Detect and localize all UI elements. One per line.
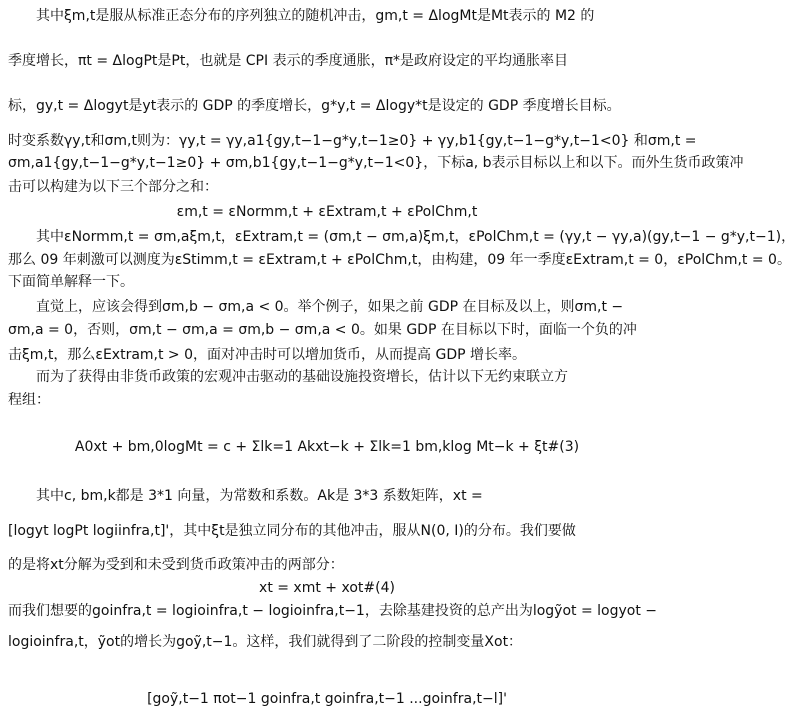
equation-4: xt = xmt + xot#(4) — [259, 580, 395, 596]
text-line-4: 时变系数γy,t和σm,t则为：γy,t = γy,a1{gy,t−1−g*y,t−1≥0} + γy,b1{gy,t−1−g*y,t−1<0} 和σm,t = — [8, 133, 697, 149]
text-line-19: logioinfra,t，ỹot的增长为goỹ,t−1。这样，我们就得到了二阶段的控制变量Xot： — [8, 634, 523, 650]
text-line-7: 其中εNormm,t = σm,aξm,t，εExtram,t = (σm,t − σm,a)ξm,t，εPolChm,t = (γy,t − γy,a)(gy,t−1 − g*y,t−1)， — [36, 229, 795, 245]
text-line-1: 其中ξm,t是服从标准正态分布的序列独立的随机冲击，gm,t = ΔlogMt是Mt表示的 M2 的 — [36, 8, 595, 24]
text-line-2: 季度增长，πt = ΔlogPt是Pt，也就是 CPI 表示的季度通胀，π*是政府设定的平均通胀率目 — [8, 53, 569, 69]
text-line-6: 击可以构建为以下三个部分之和： — [8, 179, 218, 195]
text-line-12: 击ξm,t，那么εExtram,t > 0，面对冲击时可以增加货币，从而提高 GDP 增长率。 — [8, 347, 526, 363]
equation-epsilon: εm,t = εNormm,t + εExtram,t + εPolChm,t — [176, 204, 478, 220]
text-line-11: σm,a = 0，否则，σm,t − σm,a = σm,b − σm,a < 0。如果 GDP 在目标以下时，面临一个负的冲 — [8, 322, 637, 338]
text-line-16: [logyt logPt logiinfra,t]'，其中ξt是独立同分布的其他冲击，服从N(0, I)的分布。我们要做 — [8, 523, 576, 539]
equation-control-vector: [goỹ,t−1 πot−1 goinfra,t goinfra,t−1 ...goinfra,t−l]' — [147, 691, 507, 707]
text-line-13: 而为了获得由非货币政策的宏观冲击驱动的基础设施投资增长，估计以下无约束联立方 — [36, 369, 568, 385]
text-line-17: 的是将xt分解为受到和未受到货币政策冲击的两部分： — [8, 557, 344, 573]
text-line-9: 下面简单解释一下。 — [8, 274, 134, 290]
text-line-8: 那么 09 年刺激可以测度为εStimm,t = εExtram,t + εPolChm,t，由构建，09 年一季度εExtram,t = 0，εPolChm,t = 0。 — [8, 252, 791, 268]
text-line-14: 程组： — [8, 392, 50, 408]
text-line-15: 其中c, bm,k都是 3*1 向量，为常数和系数。Ak是 3*3 系数矩阵，xt = — [36, 488, 483, 504]
text-line-5: σm,a1{gy,t−1−g*y,t−1≥0} + σm,b1{gy,t−1−g*y,t−1<0}，下标a, b表示目标以上和以下。而外生货币政策冲 — [8, 155, 744, 171]
text-line-10: 直觉上，应该会得到σm,b − σm,a < 0。举个例子，如果之前 GDP 在目标及以上，则σm,t − — [36, 299, 624, 315]
text-line-18: 而我们想要的goinfra,t = logioinfra,t − logioinfra,t−1，去除基建投资的总产出为logỹot = logyot − — [8, 603, 658, 619]
text-line-3: 标，gy,t = Δlogyt是yt表示的 GDP 的季度增长，g*y,t = Δlogy*t是设定的 GDP 季度增长目标。 — [8, 98, 621, 114]
equation-3: A0xt + bm,0logMt = c + Σlk=1 Akxt−k + Σlk=1 bm,klog Mt−k + ξt#(3) — [74, 439, 580, 455]
